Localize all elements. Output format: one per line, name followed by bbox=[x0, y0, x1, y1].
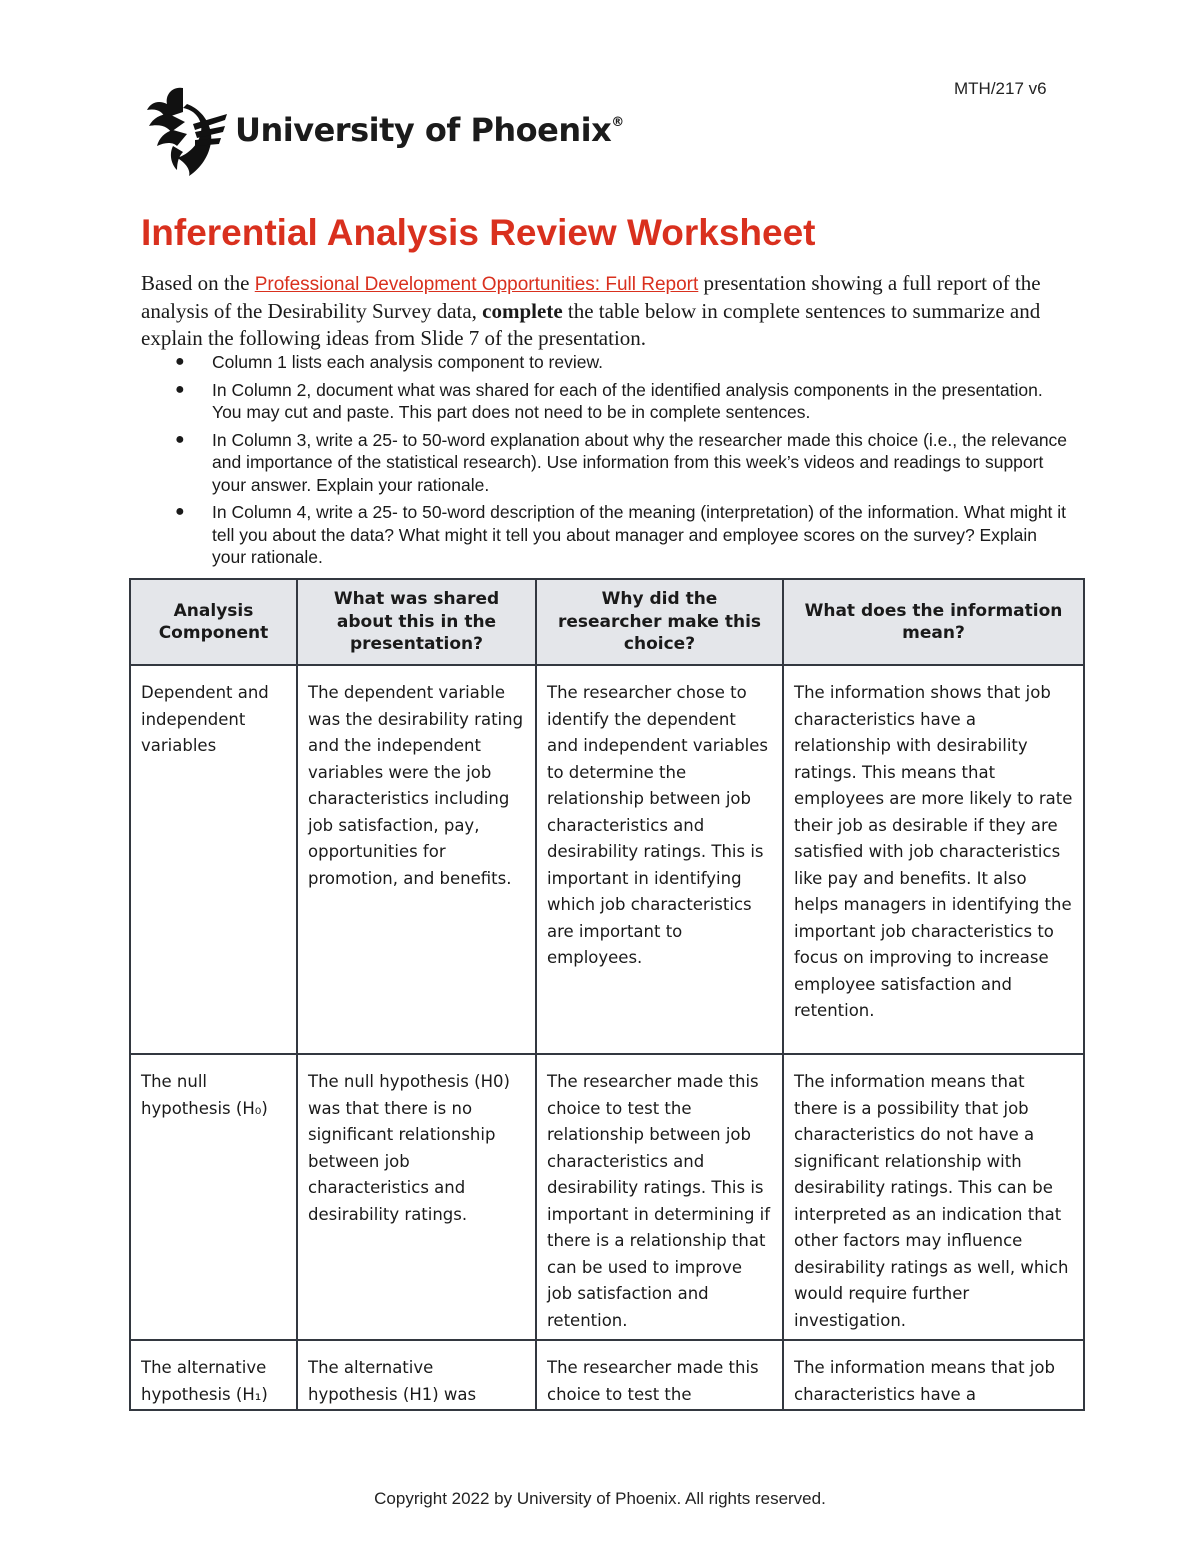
intro-paragraph: Based on the Professional Development Opportunities: Full Report presentation showing a full report of the analysis of the Desirability Survey data, complete the table below in complete sentences to summarize and explain the following ideas from Slide 7 of the presentation. bbox=[141, 271, 1041, 350]
table-cell[interactable]: The alternative hypothesis (H₁) bbox=[130, 1340, 297, 1410]
column-header: Why did the researcher make this choice? bbox=[536, 579, 783, 665]
table-cell[interactable]: The researcher chose to identify the dependent and independent variables to determine the relationship between job characteristics and desirability ratings. This is important in identifying which job characteristics are important to employees. bbox=[536, 665, 783, 1054]
list-item: ● Column 1 lists each analysis component to review. bbox=[175, 352, 604, 372]
list-item: ● In Column 2, document what was shared for each of the identified analysis components in the presentation. You may cut and paste. This part does not need to be in complete sentences. bbox=[175, 379, 1043, 422]
column-header: Analysis Component bbox=[130, 579, 297, 665]
table-cell[interactable]: The alternative hypothesis (H1) was bbox=[297, 1340, 536, 1410]
page-title: Inferential Analysis Review Worksheet bbox=[141, 212, 816, 253]
table-row bbox=[130, 665, 1084, 1054]
course-code: MTH/217 v6 bbox=[954, 79, 1047, 98]
list-item: ● In Column 3, write a 25- to 50-word explanation about why the researcher made this choice (i.e., the relevance and importance of the statistical research). Use information from this week’s videos and readings to support your answer. Explain your rationale. bbox=[175, 429, 1068, 495]
table-cell[interactable]: The researcher made this choice to test the relationship between job characteristics and desirability ratings. This is important in determining if there is a relationship that can be used to improve job satisfaction and retention. bbox=[536, 1054, 783, 1340]
worksheet-table bbox=[129, 578, 1085, 1411]
report-link[interactable]: Professional Development Opportunities: Full Report bbox=[254, 274, 699, 295]
table-cell[interactable]: The information shows that job characteristics have a relationship with desirability ratings. This means that employees are more likely to rate their job as desirable if they are satisfied with job characteristics like pay and benefits. It also helps managers in identifying the important job characteristics to focus on improving to increase employee satisfaction and retention. bbox=[783, 665, 1084, 1054]
instruction-list bbox=[171, 351, 1071, 574]
table-cell[interactable]: Dependent and independent variables bbox=[130, 665, 297, 1054]
table-cell[interactable]: The researcher made this choice to test the bbox=[536, 1340, 783, 1410]
table-cell[interactable]: The null hypothesis (H0) was that there is no significant relationship between job characteristics and desirability ratings. bbox=[297, 1054, 536, 1340]
table-cell[interactable]: The information means that job characteristics have a bbox=[783, 1340, 1084, 1410]
table-header-row bbox=[130, 579, 1084, 665]
copyright-footer: Copyright 2022 by University of Phoenix. All rights reserved. bbox=[374, 1489, 826, 1508]
table-cell[interactable]: The null hypothesis (H₀) bbox=[130, 1054, 297, 1340]
table-row bbox=[130, 1340, 1084, 1410]
phoenix-bird-icon bbox=[143, 84, 229, 176]
logo-wordmark: University of Phoenix® bbox=[235, 111, 624, 149]
table-cell[interactable]: The dependent variable was the desirability rating and the independent variables were the job characteristics including job satisfaction, pay, opportunities for promotion, and benefits. bbox=[297, 665, 536, 1054]
table-cell[interactable]: The information means that there is a possibility that job characteristics do not have a significant relationship with desirability ratings. This can be interpreted as an indication that other factors may influence desirability ratings as well, which would require further investigation. bbox=[783, 1054, 1084, 1340]
list-item: ● In Column 4, write a 25- to 50-word description of the meaning (interpretation) of the information. What might it tell you about the data? What might it tell you about manager and employee scores on the survey? Explain your rationale. bbox=[175, 502, 1067, 567]
table-row bbox=[130, 1054, 1084, 1340]
column-header: What was shared about this in the presentation? bbox=[297, 579, 536, 665]
column-header: What does the information mean? bbox=[783, 579, 1084, 665]
university-logo bbox=[143, 84, 624, 176]
